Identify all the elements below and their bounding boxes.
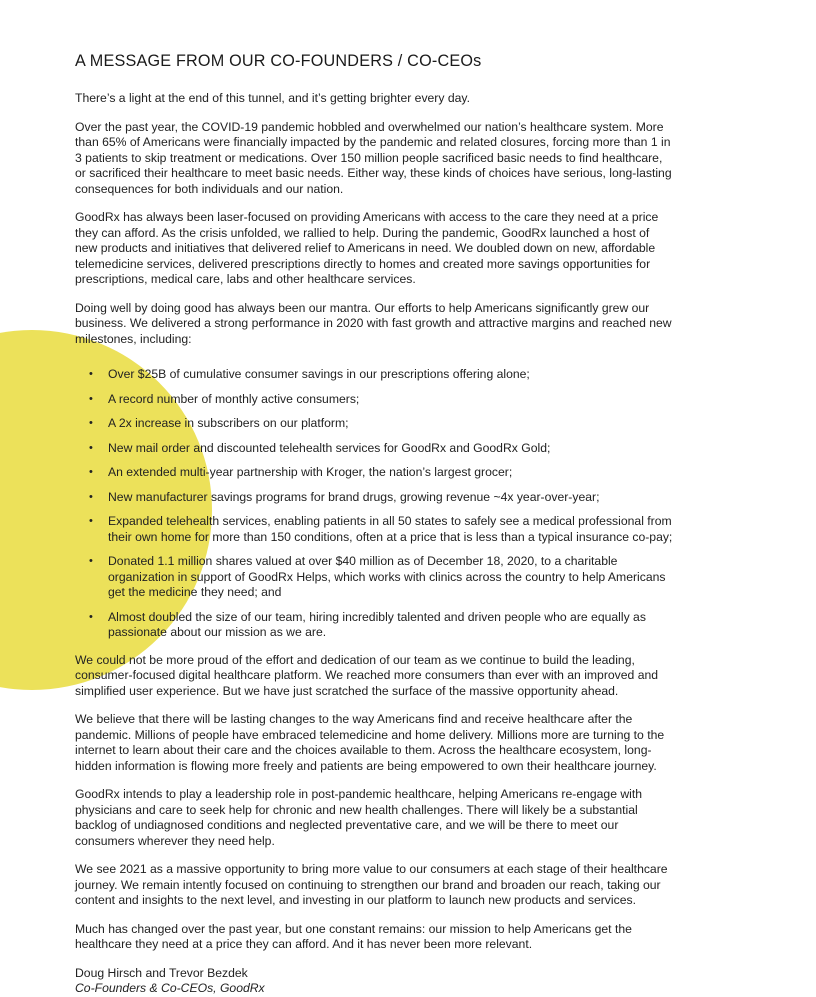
paragraph: We could not be more proud of the effort and dedication of our team as we continue to build the leading, consumer-focused digital healthcare platform. We reached more consumers than ever with an improved and simplified user experience. But we have just scratched the surface of the massive opportunity ahead. xyxy=(75,652,659,698)
milestones-list xyxy=(75,367,675,641)
list-item: • A record number of monthly active consumers; xyxy=(75,392,675,408)
list-item: • Almost doubled the size of our team, hiring incredibly talented and driven people who are equally as passionate about our mission as we are. xyxy=(75,610,675,641)
list-item: • New manufacturer savings programs for brand drugs, growing revenue ~4x year-over-year; xyxy=(75,490,675,506)
paragraph: Over the past year, the COVID-19 pandemic hobbled and overwhelmed our nation’s healthcare system. More than 65% of Americans were financially impacted by the pandemic and related closures, forcing more than 1 in 3 patients to skip treatment or medications. Over 150 million people sacrificed basic needs to find healthcare, or sacrificed their healthcare to meet basic needs. Either way, these kinds of choices have serious, long-lasting consequences for both individuals and our nation. xyxy=(75,119,672,196)
list-item: • An extended multi-year partnership with Kroger, the nation’s largest grocer; xyxy=(75,465,675,481)
paragraph: Much has changed over the past year, but one constant remains: our mission to help Americans get the healthcare they need at a price they can afford. And it has never been more relevant. xyxy=(75,921,632,951)
list-item: • New mail order and discounted telehealth services for GoodRx and GoodRx Gold; xyxy=(75,441,675,457)
page-title: A MESSAGE FROM OUR CO-FOUNDERS / CO-CEOs xyxy=(75,52,482,70)
list-item: • Over $25B of cumulative consumer savings in our prescriptions offering alone; xyxy=(75,367,675,383)
intro-paragraph: There’s a light at the end of this tunnel, and it’s getting brighter every day. xyxy=(75,91,470,105)
list-item: • Donated 1.1 million shares valued at over $40 million as of December 18, 2020, to a charitable organization in support of GoodRx Helps, which works with clinics across the country to help Americans get the medicine they need; and xyxy=(75,554,675,601)
list-item: • Expanded telehealth services, enabling patients in all 50 states to safely see a medical professional from their own home for more than 150 conditions, often at a price that is less than a typical insurance co-pay; xyxy=(75,514,675,545)
paragraph: We believe that there will be lasting changes to the way Americans find and receive healthcare after the pandemic. Millions of people have embraced telemedicine and home delivery. Millions more are turning to the internet to learn about their care and the choices available to them. Across the healthcare ecosystem, long-hidden information is flowing more freely and patients are being empowered to own their healthcare journey. xyxy=(75,712,665,773)
signature-names: Doug Hirsch and Trevor Bezdek xyxy=(75,965,248,980)
paragraph: Doing well by doing good has always been our mantra. Our efforts to help Americans significantly grew our business. We delivered a strong performance in 2020 with fast growth and attractive margins and reached new milestones, including: xyxy=(75,300,672,346)
list-item: • A 2x increase in subscribers on our platform; xyxy=(75,416,675,432)
letter xyxy=(75,52,675,997)
signature-title: Co-Founders & Co-CEOs, GoodRx xyxy=(75,981,265,995)
paragraph: We see 2021 as a massive opportunity to bring more value to our consumers at each stage of their healthcare journey. We remain intently focused on continuing to strengthen our brand and broaden our reach, taking our content and insights to the next level, and investing in our platform to launch new products and services. xyxy=(75,862,668,907)
paragraph: GoodRx intends to play a leadership role in post-pandemic healthcare, helping Americans re-engage with physicians and care to seek help for chronic and new health challenges. There will likely be a substantial backlog of undiagnosed conditions and neglected preventative care, and we will be there to meet our consumers wherever they need help. xyxy=(75,787,643,848)
paragraph: GoodRx has always been laser-focused on providing Americans with access to the care they need at a price they can afford. As the crisis unfolded, we rallied to help. During the pandemic, GoodRx launched a host of new products and initiatives that delivered relief to Americans in need. We doubled down on new, affordable telemedicine services, delivered prescriptions directly to homes and created more savings opportunities for prescriptions, medical care, labs and other healthcare services. xyxy=(75,210,659,286)
